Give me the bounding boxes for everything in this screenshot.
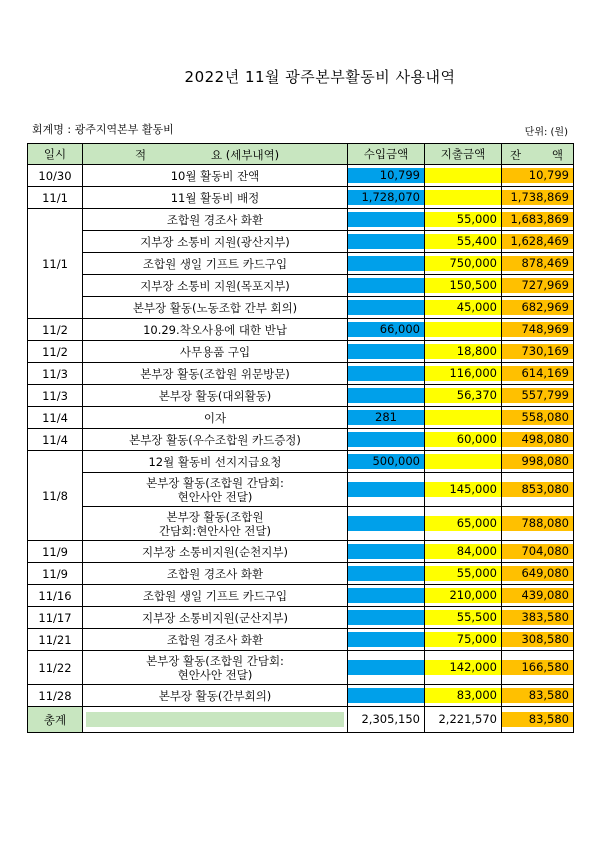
balance-value: 1,683,869	[502, 212, 573, 227]
expense-value: 55,400	[425, 234, 501, 249]
income-value	[348, 482, 424, 497]
balance-cell	[502, 541, 574, 563]
description-cell: 지부장 소통비지원(군산지부)	[83, 607, 348, 629]
total-balance-cell	[502, 707, 574, 733]
expense-value: 83,000	[425, 688, 501, 703]
balance-value: 10,799	[502, 168, 573, 183]
expense-cell	[425, 563, 502, 585]
balance-value: 83,580	[502, 688, 573, 703]
table-row	[28, 385, 574, 407]
income-cell	[348, 629, 425, 651]
table-row	[28, 341, 574, 363]
expense-cell	[425, 541, 502, 563]
expense-cell	[425, 275, 502, 297]
table-row	[28, 607, 574, 629]
income-value	[348, 544, 424, 559]
expense-value	[425, 190, 501, 205]
balance-cell	[502, 451, 574, 473]
balance-value: 614,169	[502, 366, 573, 381]
balance-cell	[502, 607, 574, 629]
balance-cell	[502, 187, 574, 209]
balance-cell	[502, 275, 574, 297]
income-value	[348, 344, 424, 359]
date-cell: 11/16	[28, 585, 83, 607]
expense-cell	[425, 607, 502, 629]
balance-cell	[502, 341, 574, 363]
balance-value: 682,969	[502, 300, 573, 315]
balance-cell	[502, 651, 574, 685]
income-value: 281	[348, 410, 424, 425]
balance-cell	[502, 473, 574, 507]
income-value	[348, 366, 424, 381]
balance-value: 649,080	[502, 566, 573, 581]
income-cell	[348, 319, 425, 341]
balance-cell	[502, 209, 574, 231]
income-value: 66,000	[348, 322, 424, 337]
balance-value: 704,080	[502, 544, 573, 559]
expense-value: 750,000	[425, 256, 501, 271]
table-row	[28, 585, 574, 607]
expense-cell	[425, 385, 502, 407]
description-cell: 지부장 소통비 지원(목포지부)	[83, 275, 348, 297]
income-cell	[348, 253, 425, 275]
expense-cell	[425, 451, 502, 473]
expense-value: 60,000	[425, 432, 501, 447]
expense-value	[425, 322, 501, 337]
table-row	[28, 407, 574, 429]
income-value	[348, 516, 424, 531]
expense-value: 210,000	[425, 588, 501, 603]
description-cell: 본부장 활동(대외활동)	[83, 385, 348, 407]
expense-value: 55,000	[425, 212, 501, 227]
header-description	[83, 144, 348, 165]
expense-cell	[425, 297, 502, 319]
description-cell: 10월 활동비 잔액	[83, 165, 348, 187]
income-cell	[348, 541, 425, 563]
income-value	[348, 632, 424, 647]
balance-cell	[502, 385, 574, 407]
balance-cell	[502, 165, 574, 187]
expense-value	[425, 454, 501, 469]
balance-value: 998,080	[502, 454, 573, 469]
balance-value: 727,969	[502, 278, 573, 293]
expense-cell	[425, 685, 502, 707]
expense-cell	[425, 429, 502, 451]
income-cell	[348, 651, 425, 685]
balance-value: 1,628,469	[502, 234, 573, 249]
income-value	[348, 432, 424, 447]
income-cell	[348, 297, 425, 319]
table-row	[28, 231, 574, 253]
income-cell	[348, 585, 425, 607]
date-cell: 11/2	[28, 341, 83, 363]
total-row	[28, 707, 574, 733]
balance-cell	[502, 429, 574, 451]
expense-value: 45,000	[425, 300, 501, 315]
expense-value: 55,000	[425, 566, 501, 581]
expense-value	[425, 410, 501, 425]
balance-cell	[502, 685, 574, 707]
income-value: 1,728,070	[348, 190, 424, 205]
income-value	[348, 610, 424, 625]
income-cell	[348, 563, 425, 585]
expense-cell	[425, 629, 502, 651]
total-description-fill	[86, 712, 344, 727]
income-cell	[348, 385, 425, 407]
account-label: 회계명 : 광주지역본부 활동비	[32, 123, 174, 136]
total-balance-value: 83,580	[502, 712, 573, 727]
balance-value: 557,799	[502, 388, 573, 403]
table-row	[28, 563, 574, 585]
income-value	[348, 212, 424, 227]
table-row	[28, 629, 574, 651]
description-cell	[83, 651, 348, 685]
description-cell: 지부장 소통비지원(순천지부)	[83, 541, 348, 563]
description-cell: 본부장 활동(조합원 위문방문)	[83, 363, 348, 385]
table-row	[28, 253, 574, 275]
description-cell: 조합원 생일 기프트 카드구입	[83, 253, 348, 275]
income-value: 500,000	[348, 454, 424, 469]
expense-value	[425, 168, 501, 183]
date-cell: 11/28	[28, 685, 83, 707]
expense-cell	[425, 341, 502, 363]
balance-value: 383,580	[502, 610, 573, 625]
description-cell: 조합원 경조사 화환	[83, 629, 348, 651]
description-line-1: 본부장 활동(조합원 간담회:	[146, 475, 284, 490]
total-label: 총계	[28, 707, 83, 733]
description-cell: 본부장 활동(노동조합 간부 회의)	[83, 297, 348, 319]
header-income: 수입금액	[348, 144, 425, 165]
expense-value: 56,370	[425, 388, 501, 403]
income-cell	[348, 507, 425, 541]
income-value	[348, 566, 424, 581]
balance-cell	[502, 407, 574, 429]
income-cell	[348, 275, 425, 297]
description-cell	[83, 473, 348, 507]
income-value	[348, 688, 424, 703]
description-cell: 12월 활동비 선지지급요청	[83, 451, 348, 473]
table-row	[28, 507, 574, 541]
description-cell: 11월 활동비 배정	[83, 187, 348, 209]
table-row	[28, 319, 574, 341]
balance-cell	[502, 563, 574, 585]
description-cell: 조합원 경조사 화환	[83, 209, 348, 231]
balance-value: 788,080	[502, 516, 573, 531]
description-cell: 사무용품 구입	[83, 341, 348, 363]
table-row	[28, 275, 574, 297]
date-cell: 11/9	[28, 541, 83, 563]
table-row	[28, 451, 574, 473]
date-cell: 11/3	[28, 363, 83, 385]
description-cell: 10.29.착오사용에 대한 반납	[83, 319, 348, 341]
expense-value: 116,000	[425, 366, 501, 381]
balance-cell	[502, 507, 574, 541]
balance-value: 308,580	[502, 632, 573, 647]
table-row	[28, 297, 574, 319]
document-title: 2022년 11월 광주본부활동비 사용내역	[184, 68, 456, 86]
total-description-cell	[83, 707, 348, 733]
table-row	[28, 187, 574, 209]
balance-cell	[502, 319, 574, 341]
balance-cell	[502, 585, 574, 607]
expense-cell	[425, 407, 502, 429]
expense-cell	[425, 231, 502, 253]
expense-cell	[425, 165, 502, 187]
table-row	[28, 541, 574, 563]
income-value: 10,799	[348, 168, 424, 183]
header-expense: 지출금액	[425, 144, 502, 165]
date-cell: 11/1	[28, 209, 83, 319]
description-cell: 이자	[83, 407, 348, 429]
income-cell	[348, 231, 425, 253]
income-cell	[348, 451, 425, 473]
expense-cell	[425, 585, 502, 607]
expense-cell	[425, 363, 502, 385]
income-value	[348, 588, 424, 603]
table-row	[28, 165, 574, 187]
balance-cell	[502, 231, 574, 253]
expense-cell	[425, 209, 502, 231]
date-cell: 11/21	[28, 629, 83, 651]
description-cell: 조합원 생일 기프트 카드구입	[83, 585, 348, 607]
income-cell	[348, 473, 425, 507]
expense-value: 145,000	[425, 482, 501, 497]
date-cell: 11/9	[28, 563, 83, 585]
expense-cell	[425, 253, 502, 275]
description-cell: 본부장 활동(우수조합원 카드증정)	[83, 429, 348, 451]
balance-cell	[502, 253, 574, 275]
balance-value: 748,969	[502, 322, 573, 337]
date-cell: 11/4	[28, 429, 83, 451]
header-balance-first: 잔	[510, 148, 522, 162]
description-line-2: 간담회:현안사안 전달)	[159, 523, 271, 538]
description-cell: 조합원 경조사 화환	[83, 563, 348, 585]
expense-value: 142,000	[425, 660, 501, 675]
income-cell	[348, 209, 425, 231]
income-cell	[348, 363, 425, 385]
total-income-value: 2,305,150	[361, 712, 420, 726]
balance-cell	[502, 297, 574, 319]
description-cell: 본부장 활동(간부회의)	[83, 685, 348, 707]
balance-cell	[502, 629, 574, 651]
income-cell	[348, 607, 425, 629]
expense-cell	[425, 507, 502, 541]
income-cell	[348, 685, 425, 707]
expense-cell	[425, 187, 502, 209]
date-cell: 11/4	[28, 407, 83, 429]
header-date: 일시	[28, 144, 83, 165]
date-cell: 11/22	[28, 651, 83, 685]
ledger-table	[27, 143, 574, 733]
income-value	[348, 256, 424, 271]
total-expense-cell	[425, 707, 502, 733]
balance-value: 439,080	[502, 588, 573, 603]
income-cell	[348, 407, 425, 429]
header-row	[28, 144, 574, 165]
expense-value: 75,000	[425, 632, 501, 647]
expense-value: 18,800	[425, 344, 501, 359]
income-cell	[348, 429, 425, 451]
expense-cell	[425, 651, 502, 685]
date-cell: 11/1	[28, 187, 83, 209]
table-row	[28, 209, 574, 231]
balance-value: 166,580	[502, 660, 573, 675]
balance-value: 730,169	[502, 344, 573, 359]
balance-cell	[502, 363, 574, 385]
description-cell	[83, 507, 348, 541]
expense-value: 55,500	[425, 610, 501, 625]
expense-value: 84,000	[425, 544, 501, 559]
expense-value: 65,000	[425, 516, 501, 531]
income-cell	[348, 165, 425, 187]
income-cell	[348, 187, 425, 209]
income-value	[348, 388, 424, 403]
date-cell: 11/8	[28, 451, 83, 541]
table-row	[28, 685, 574, 707]
balance-value: 853,080	[502, 482, 573, 497]
header-balance	[502, 144, 574, 165]
header-desc-first: 적	[135, 148, 147, 162]
income-value	[348, 278, 424, 293]
total-income-cell	[348, 707, 425, 733]
income-value	[348, 234, 424, 249]
balance-value: 558,080	[502, 410, 573, 425]
description-line-1: 본부장 활동(조합원 간담회:	[146, 653, 284, 668]
description-line-2: 현안사안 전달)	[177, 667, 253, 682]
table-row	[28, 363, 574, 385]
header-balance-second: 액	[551, 148, 563, 162]
income-value	[348, 300, 424, 315]
date-cell: 11/17	[28, 607, 83, 629]
expense-value: 150,500	[425, 278, 501, 293]
table-row	[28, 651, 574, 685]
total-expense-value: 2,221,570	[438, 712, 497, 726]
balance-value: 1,738,869	[502, 190, 573, 205]
expense-cell	[425, 319, 502, 341]
header-desc-second: 요 (세부내역)	[211, 148, 280, 162]
table-row	[28, 429, 574, 451]
table-row	[28, 473, 574, 507]
date-cell: 10/30	[28, 165, 83, 187]
description-line-1: 본부장 활동(조합원	[166, 509, 264, 524]
income-cell	[348, 341, 425, 363]
date-cell: 11/2	[28, 319, 83, 341]
balance-value: 878,469	[502, 256, 573, 271]
balance-value: 498,080	[502, 432, 573, 447]
expense-cell	[425, 473, 502, 507]
income-value	[348, 660, 424, 675]
date-cell: 11/3	[28, 385, 83, 407]
unit-label: 단위: (원)	[524, 127, 568, 138]
description-cell: 지부장 소통비 지원(광산지부)	[83, 231, 348, 253]
description-line-2: 현안사안 전달)	[177, 489, 253, 504]
